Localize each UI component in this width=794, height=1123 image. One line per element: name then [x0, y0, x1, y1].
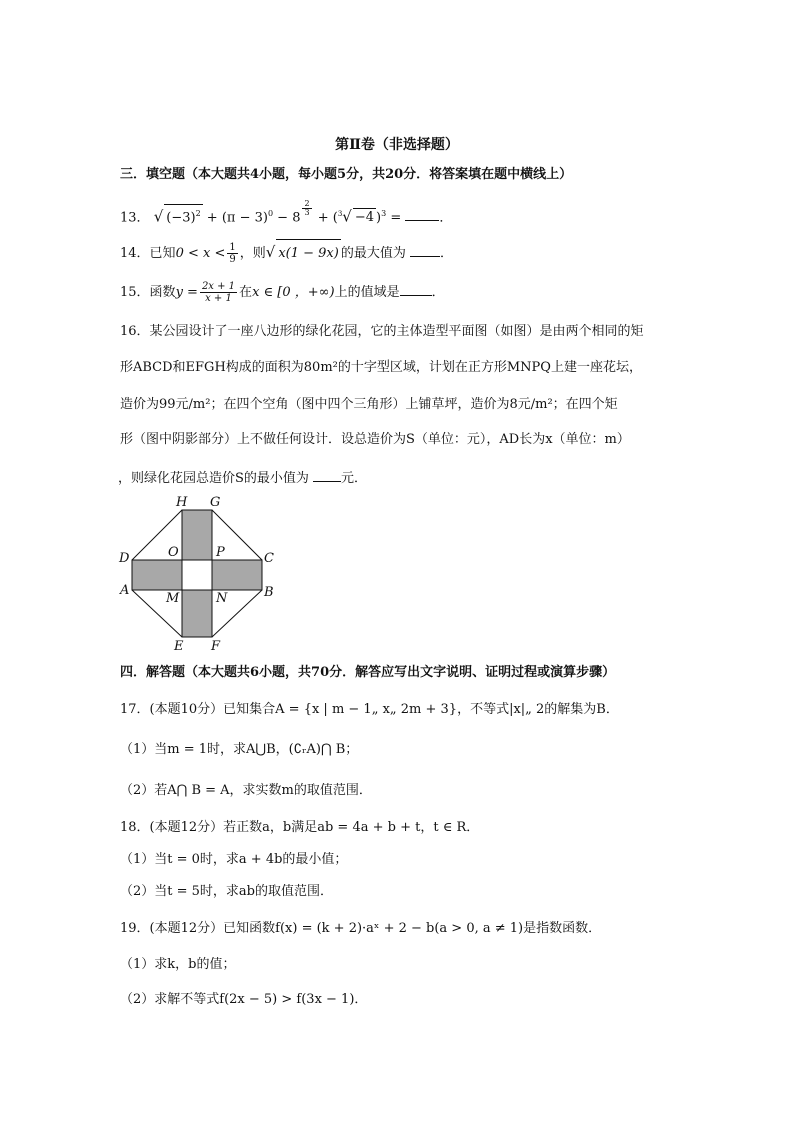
q13-term4: + (: [317, 210, 338, 226]
label-M: M: [166, 591, 180, 606]
q15-text5: 上的值域是: [334, 285, 400, 300]
q13-exp2: 0: [267, 209, 274, 218]
shaded-rect-bottom: [182, 590, 212, 637]
q14-ineq: 0 < x <: [175, 246, 226, 261]
q15-domain: x ∈ [0 ，+∞): [252, 285, 335, 300]
label-A: A: [120, 583, 130, 598]
q19-part2: （2）求解不等式f(2x − 5) > f(3x − 1)．: [120, 992, 368, 1007]
q13-radicand4: −4: [354, 210, 375, 226]
q19-stem: 19．(本题12分）已知函数f(x) = (k + 2)·aˣ + 2 − b(a > 0, a ≠ 1)是指数函数．: [120, 921, 602, 936]
label-D: D: [119, 551, 130, 566]
q13-exp5: 3: [381, 209, 387, 218]
q15-y: y =: [175, 285, 198, 300]
q14-text4: 的最大值为: [340, 246, 406, 261]
sqrt-symbol: √: [265, 243, 276, 261]
q16-line3: 造价为99元/m²；在四个空角（图中四个三角形）上铺草坪，造价为8元/m²；在四个矩: [120, 397, 618, 412]
q15-text1: 函数: [149, 285, 176, 300]
section-title: 第Ⅱ卷（非选择题）: [335, 137, 459, 153]
shaded-rect-left: [132, 560, 182, 590]
label-B: B: [264, 585, 274, 600]
q15-number: 15．: [120, 285, 150, 300]
label-G: G: [210, 495, 221, 510]
part4-heading: 四．解答题（本大题共6小题，共70分．解答应写出文字说明、证明过程或演算步骤）: [120, 665, 616, 680]
answer-blank: [410, 244, 440, 257]
label-E: E: [174, 639, 184, 654]
q13-number: 13．: [120, 210, 150, 226]
q14-radicand: x(1 − 9x): [276, 239, 341, 268]
shaded-rect-right: [212, 560, 262, 590]
q15-fraction: $\frac{2x + 1}{x + 1}$: [201, 281, 236, 304]
q13-radicand: $(-3)^2$: [164, 204, 202, 227]
label-F: F: [211, 639, 221, 654]
q18-stem: 18．(本题12分）若正数a，b满足ab = 4a + b + t，t ∈ R．: [120, 820, 480, 835]
q18-part1: （1）当t = 0时，求a + 4b的最小值；: [120, 852, 348, 867]
center-square: [182, 560, 212, 590]
q16-line1: 16．某公园设计了一座八边形的绿化花园，它的主体造型平面图（如图）是由两个相同的矩: [120, 324, 644, 339]
label-N: N: [216, 591, 228, 606]
answer-blank: [405, 208, 439, 221]
q15-text3: 在: [239, 285, 253, 300]
shaded-rect-top: [182, 510, 212, 560]
q13-exp3: 2 3: [304, 198, 310, 217]
question-14: 14．已知0 < x < $\frac{1}{9}$ ，则√ x(1 − 9x) 的最大值为 ．: [120, 238, 453, 268]
question-15: 15．函数y = $\frac{2x + 1}{x + 1}$ 在x ∈ [0 ，+∞)上的值域是 ．: [120, 281, 445, 304]
question-13: 13． √ $(-3)^2 + (\pi - 3)^0 - 8$ $^{\frac{2}{3}}$ + ($^3$√ −4 )$^3$ = ．: [120, 198, 453, 226]
q18-part2: （2）当t = 5时，求ab的取值范围．: [120, 884, 333, 899]
q16-line2: 形ABCD和EFGH构成的面积为80m²的十字型区域，计划在正方形MNPQ上建一座花坛，: [120, 360, 642, 375]
q17-part1: （1）当m = 1时，求A⋃B，(∁ᵣA)⋂ B；: [120, 742, 359, 757]
q19-part1: （1）求k，b的值；: [120, 957, 236, 972]
cube-root-symbol: √: [342, 207, 352, 226]
octagon-garden-figure: [112, 490, 292, 655]
q13-term3: − 8: [277, 210, 301, 226]
q14-number: 14．: [120, 246, 150, 261]
label-P: P: [216, 545, 225, 560]
part3-heading: 三．填空题（本大题共4小题，每小题5分，共20分．将答案填在题中横线上）: [120, 167, 573, 182]
q13-equals: =: [390, 210, 402, 226]
q14-text1: 已知: [149, 246, 176, 261]
q13-close-paren: ): [376, 210, 382, 226]
q16-line4: 形（图中阴影部分）上不做任何设计．设总造价为S（单位：元），AD长为x（单位：m）: [120, 432, 630, 447]
q17-stem: 17．(本题10分）已知集合A = {x | m − 1„ x„ 2m + 3}，不等式|x|„ 2的解集为B．: [120, 702, 619, 717]
answer-blank: [313, 469, 341, 482]
q13-cube-index: 3: [337, 210, 343, 218]
sqrt-symbol: √: [153, 207, 164, 226]
label-H: H: [176, 495, 188, 510]
label-O: O: [168, 545, 179, 560]
answer-blank: [400, 283, 432, 296]
label-C: C: [264, 551, 274, 566]
q17-part2: （2）若A⋂ B = A，求实数m的取值范围．: [120, 783, 372, 798]
q16-line5: ，则绿化花园总造价S的最小值为 元．: [118, 471, 368, 486]
q14-fraction: $\frac{1}{9}$: [229, 242, 236, 265]
q14-text3: ，则: [239, 246, 266, 261]
q13-term2: + (π − 3): [206, 210, 268, 226]
